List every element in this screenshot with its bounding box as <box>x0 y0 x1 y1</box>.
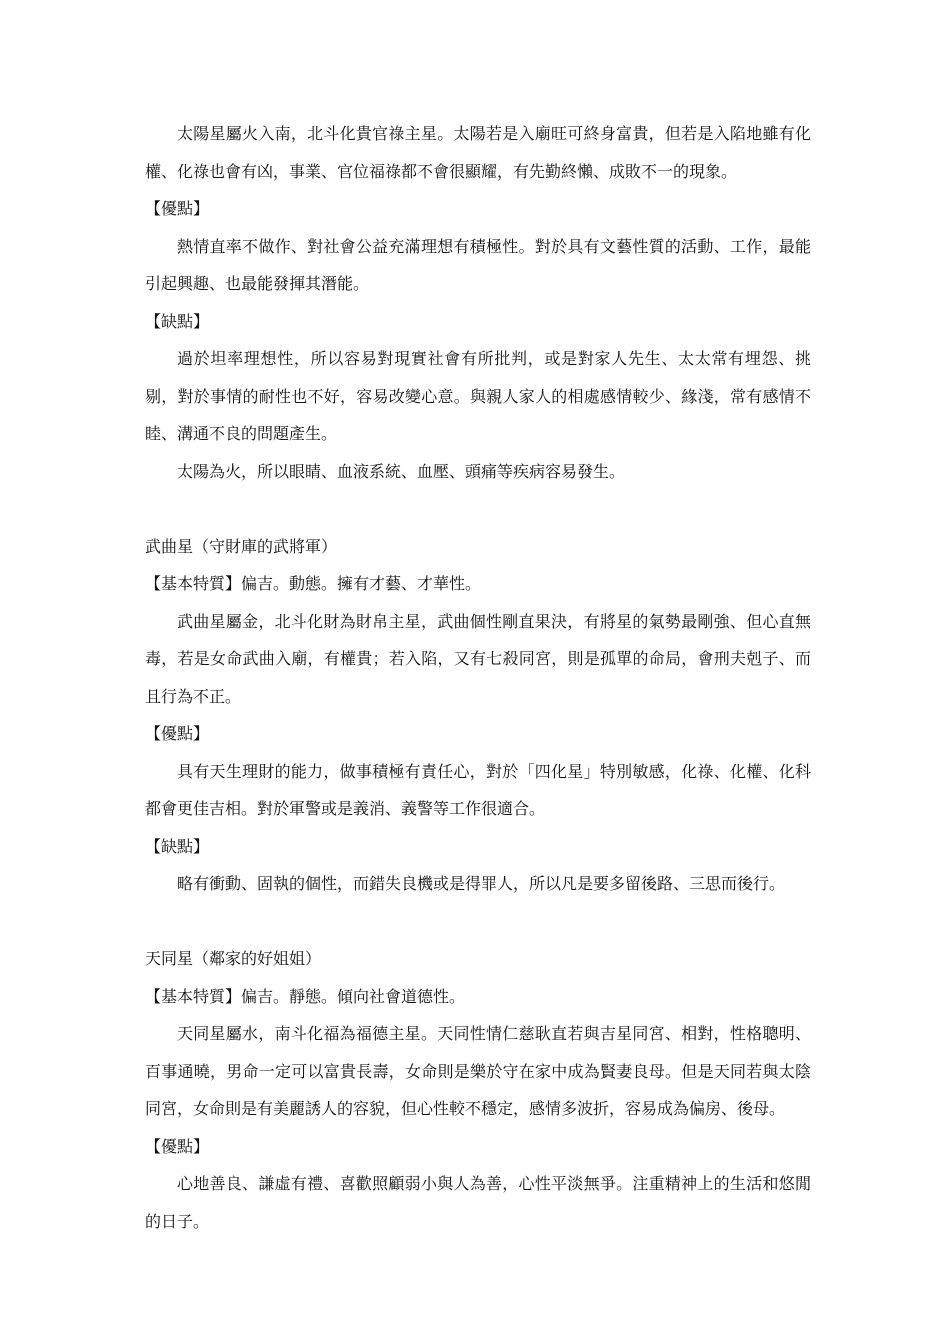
sun-intro-paragraph: 太陽星屬火入南，北斗化貴官祿主星。太陽若是入廟旺可終身富貴，但若是入陷地雖有化權、化祿也會有凶，事業、官位福祿都不會很顯耀，有先勤終懶、成敗不一的現象。 <box>145 124 811 181</box>
wuqu-cons-paragraph: 略有衝動、固執的個性，而錯失良機或是得罪人，所以凡是要多留後路、三思而後行。 <box>177 874 786 893</box>
tiantong-intro-paragraph: 天同星屬水，南斗化福為福德主星。天同性情仁慈耿直若與吉星同宮、相對，性格聰明、百事通曉，男命一定可以富貴長壽，女命則是樂於守在家中成為賢妻良母。但是天同若與太陰同宮，女命則是有美麗誘人的容貌，但心性較不穩定，感情多波折，容易成為偏房、後母。 <box>145 1024 811 1118</box>
wuqu-title: 武曲星（守財庫的武將軍） <box>145 536 338 556</box>
tiantong-pros-paragraph: 心地善良、謙虛有禮、喜歡照顧弱小與人為善，心性平淡無爭。注重精神上的生活和悠閒的日子。 <box>145 1174 811 1231</box>
wuqu-pros-paragraph: 具有天生理財的能力，做事積極有責任心，對於「四化星」特別敏感，化祿、化權、化科都會更佳吉相。對於軍警或是義消、義警等工作很適合。 <box>145 761 811 818</box>
sun-cons-heading: 【缺點】 <box>145 311 210 331</box>
sun-cons-paragraph: 過於坦率理想性，所以容易對現實社會有所批判，或是對家人先生、太太常有埋怨、挑剔，對於事情的耐性也不好，容易改變心意。與親人家人的相處感情較少、緣淺，常有感情不睦、溝通不良的問題產生。 <box>145 349 811 443</box>
wuqu-traits: 【基本特質】偏吉。動態。擁有才藝、才華性。 <box>145 574 482 593</box>
tiantong-title: 天同星（鄰家的好姐姐） <box>145 949 322 968</box>
section-spacer <box>145 903 811 941</box>
tiantong-pros-heading: 【優點】 <box>145 1136 210 1156</box>
sun-pros-paragraph: 熱情直率不做作、對社會公益充滿理想有積極性。對於具有文藝性質的活動、工作，最能引起興趣、也最能發揮其潛能。 <box>145 236 811 293</box>
section-spacer <box>145 490 811 528</box>
wuqu-pros-heading: 【優點】 <box>145 724 210 743</box>
wuqu-cons-heading: 【缺點】 <box>145 836 210 856</box>
sun-pros-heading: 【優點】 <box>145 199 210 218</box>
tiantong-traits: 【基本特質】偏吉。靜態。傾向社會道德性。 <box>145 986 466 1006</box>
sun-health-paragraph: 太陽為火，所以眼睛、血液系統、血壓、頭痛等疾病容易發生。 <box>177 461 626 481</box>
wuqu-intro-paragraph: 武曲星屬金，北斗化財為財帛主星，武曲個性剛直果決，有將星的氣勢最剛強、但心直無毒，若是女命武曲入廟，有權貴；若入陷，又有七殺同宮，則是孤單的命局，會刑夫剋子、而且行為不正。 <box>145 611 811 706</box>
document-body <box>145 115 811 1240</box>
